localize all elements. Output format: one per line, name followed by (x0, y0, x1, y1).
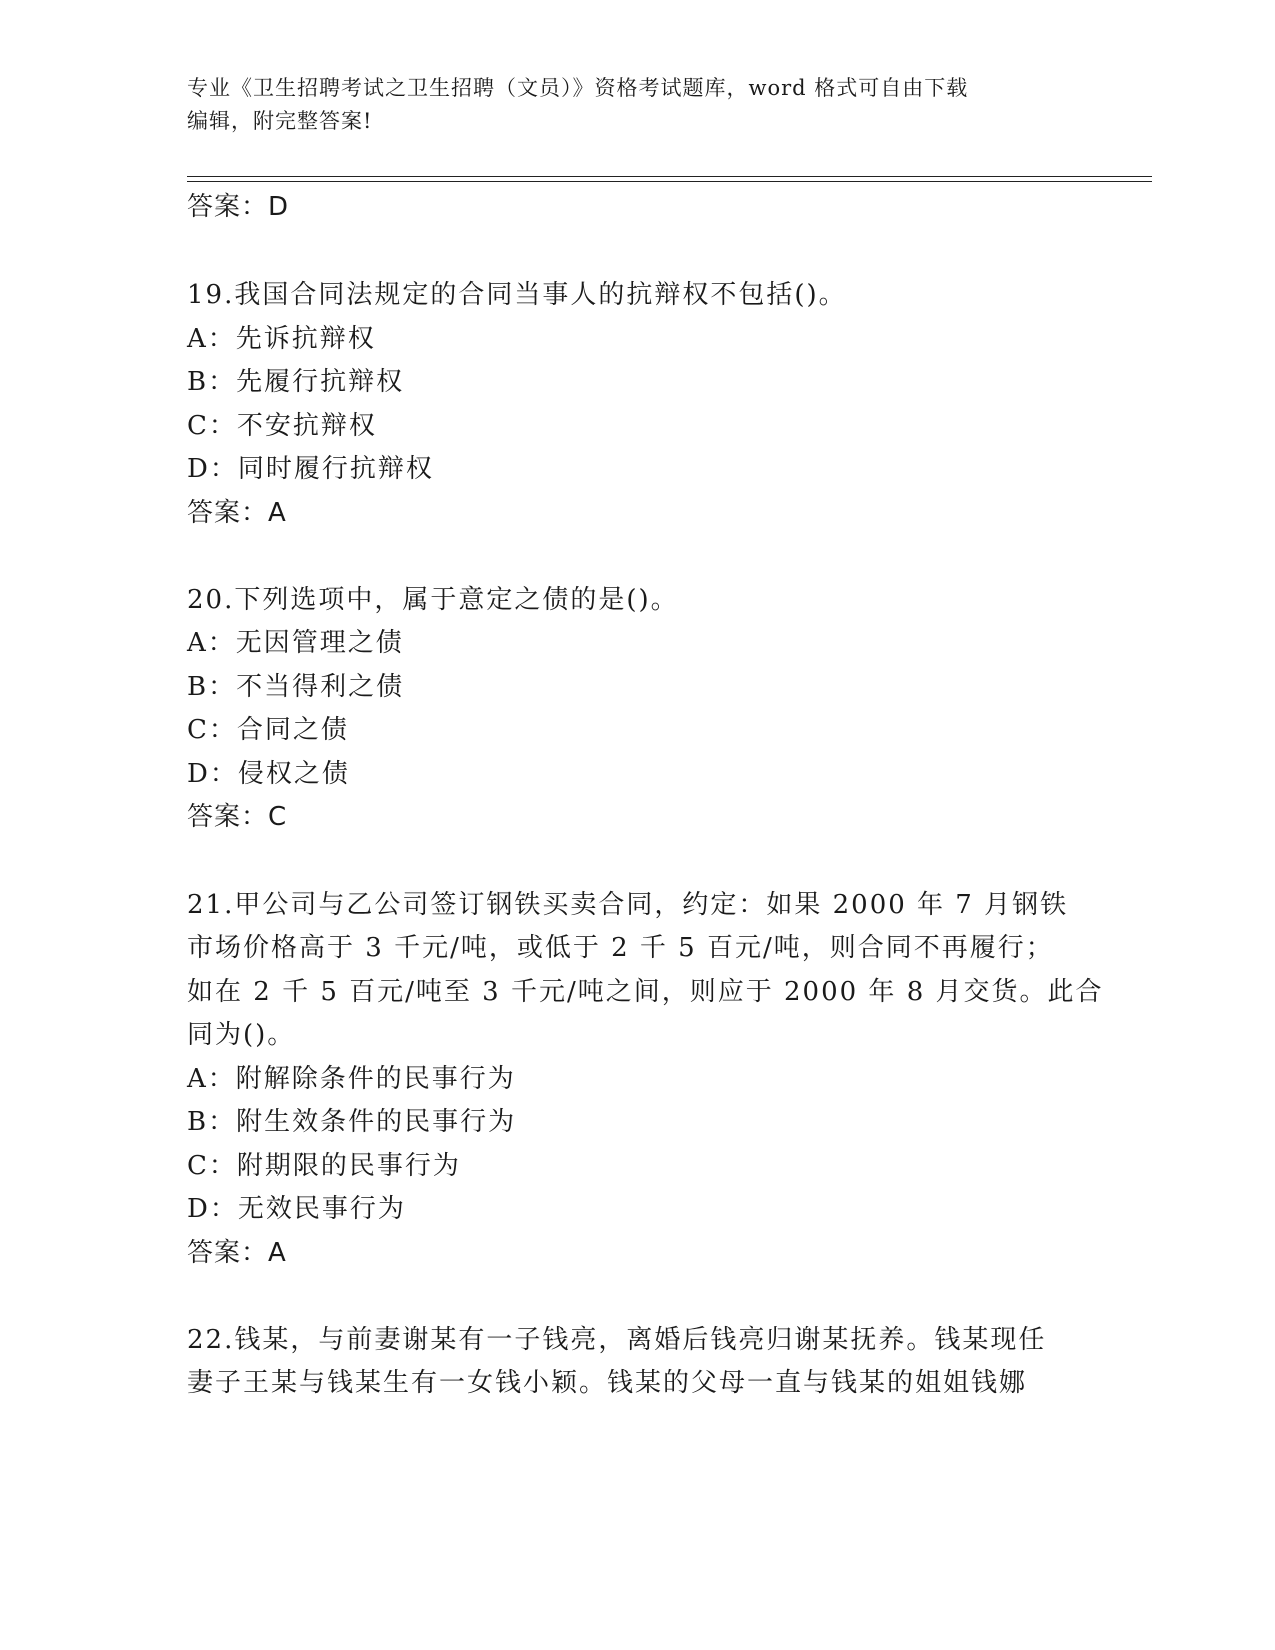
question-19-option-c: C：不安抗辩权 (187, 411, 377, 441)
question-19-option-a: A：先诉抗辩权 (187, 324, 376, 354)
question-20-option-a: A：无因管理之债 (187, 628, 404, 658)
question-20-option-b: B：不当得利之债 (187, 672, 405, 702)
question-21-option-a: A：附解除条件的民事行为 (187, 1064, 516, 1094)
question-21-option-b: B：附生效条件的民事行为 (187, 1107, 517, 1137)
header-divider-top (187, 176, 1152, 177)
question-20-answer: 答案：C (187, 802, 288, 832)
question-19-answer: 答案：A (187, 498, 287, 528)
question-19-option-d: D：同时履行抗辩权 (187, 454, 434, 484)
question-21-stem-line-4: 同为()。 (187, 1020, 296, 1050)
question-22-stem-line-2: 妻子王某与钱某生有一女钱小颖。钱某的父母一直与钱某的姐姐钱娜 (187, 1368, 1028, 1398)
question-19-option-b: B：先履行抗辩权 (187, 367, 405, 397)
page-header (187, 72, 1067, 138)
question-21-option-d: D：无效民事行为 (187, 1194, 406, 1224)
question-21-stem-line-2: 市场价格高于 3 千元/吨，或低于 2 千 5 百元/吨，则合同不再履行； (187, 933, 1054, 963)
header-divider-bottom (187, 181, 1152, 182)
header-line-2: 编辑，附完整答案! (187, 109, 373, 133)
question-20-option-d: D：侵权之债 (187, 759, 350, 789)
previous-answer: 答案：D (187, 192, 290, 222)
header-line-1: 专业《卫生招聘考试之卫生招聘（文员）》资格考试题库，word 格式可自由下载 (187, 76, 969, 100)
question-21-option-c: C：附期限的民事行为 (187, 1151, 461, 1181)
question-22-stem-line-1: 22.钱某，与前妻谢某有一子钱亮，离婚后钱亮归谢某抚养。钱某现任 (187, 1325, 1047, 1355)
question-21-stem-line-3: 如在 2 千 5 百元/吨至 3 千元/吨之间，则应于 2000 年 8 月交货。此合 (187, 977, 1104, 1007)
question-21-answer: 答案：A (187, 1238, 287, 1268)
question-19-stem: 19.我国合同法规定的合同当事人的抗辩权不包括()。 (187, 280, 847, 310)
question-21-stem-line-1: 21.甲公司与乙公司签订钢铁买卖合同，约定：如果 2000 年 7 月钢铁 (187, 890, 1069, 920)
question-20-stem: 20.下列选项中，属于意定之债的是()。 (187, 585, 679, 615)
question-20-option-c: C：合同之债 (187, 715, 349, 745)
